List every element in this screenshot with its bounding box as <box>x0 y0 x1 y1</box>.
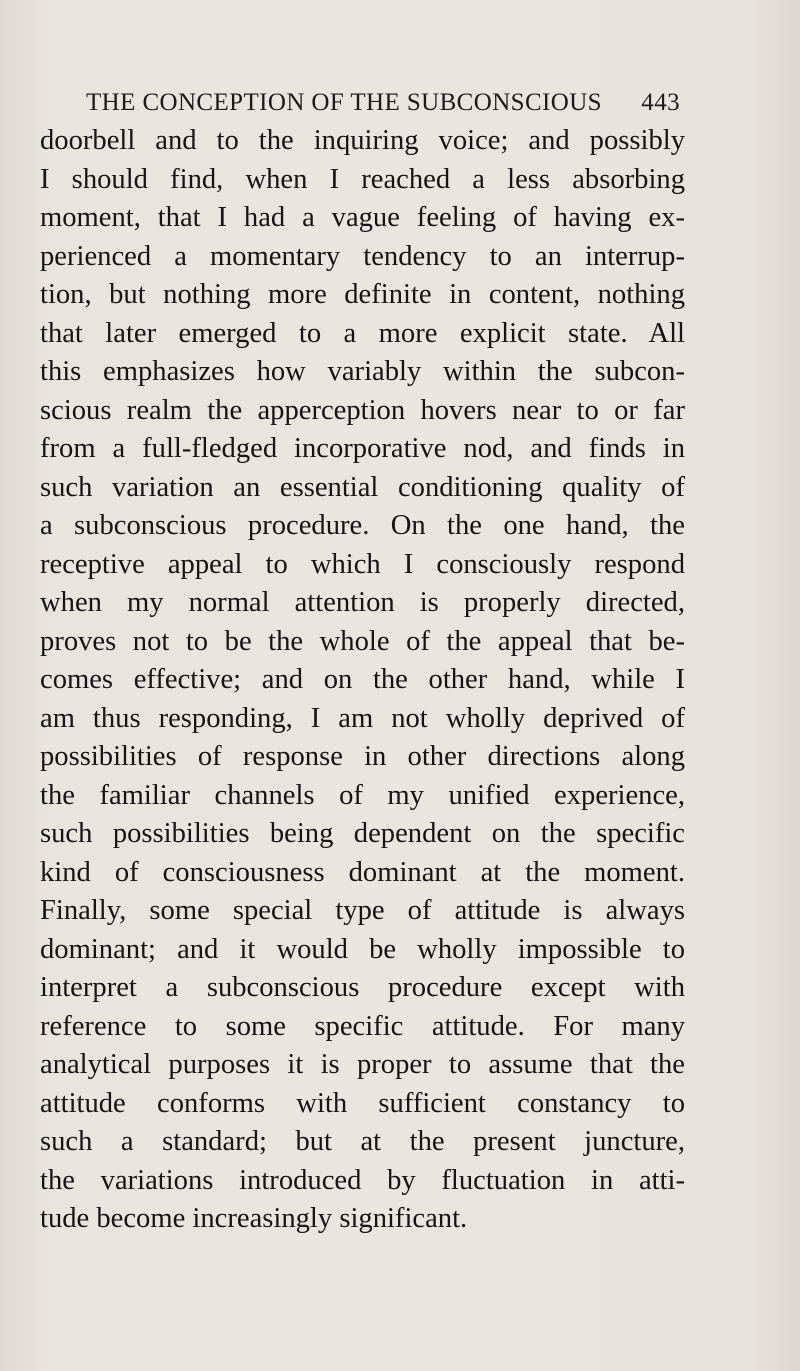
text-line: scious realm the apperception hovers near to or far <box>40 394 685 426</box>
text-line: moment, that I had a vague feeling of having ex- <box>40 202 685 233</box>
text-line: that later emerged to a more explicit state. All <box>40 317 685 349</box>
text-line: interpret a subconscious procedure except with <box>40 972 685 1003</box>
text-line: this emphasizes how variably within the subcon- <box>40 356 685 387</box>
text-line: the familiar channels of my unified experience, <box>40 779 685 811</box>
text-line: proves not to be the whole of the appeal that be- <box>40 625 685 657</box>
text-line: kind of consciousness dominant at the moment. <box>40 856 685 888</box>
text-line: comes effective; and on the other hand, while I <box>40 664 685 695</box>
text-line: I should find, when I reached a less absorbing <box>40 163 685 195</box>
text-line: Finally, some special type of attitude is always <box>40 895 685 926</box>
page-number: 443 <box>641 89 680 116</box>
text-line: attitude conforms with sufficient constancy to <box>40 1087 685 1119</box>
text-line: from a full-fledged incorporative nod, and finds in <box>40 433 685 464</box>
text-line: such possibilities being dependent on the specific <box>40 818 685 849</box>
running-head <box>86 88 680 118</box>
text-line: possibilities of response in other directions along <box>40 741 685 772</box>
text-line: analytical purposes it is proper to assume that the <box>40 1049 685 1080</box>
running-head-title: THE CONCEPTION OF THE SUBCONSCIOUS <box>86 89 602 116</box>
text-line: a subconscious procedure. On the one hand, the <box>40 510 685 541</box>
text-line: dominant; and it would be wholly impossible to <box>40 933 685 965</box>
text-line: am thus responding, I am not wholly deprived of <box>40 702 685 734</box>
text-line: perienced a momentary tendency to an interrup- <box>40 240 685 272</box>
text-line: such variation an essential conditioning quality of <box>40 471 685 503</box>
text-line: tion, but nothing more definite in content, nothing <box>40 279 685 310</box>
text-line: the variations introduced by fluctuation in atti- <box>40 1164 685 1196</box>
text-line: receptive appeal to which I consciously respond <box>40 548 685 580</box>
text-line: reference to some specific attitude. For many <box>40 1010 685 1042</box>
text-line: when my normal attention is properly directed, <box>40 587 685 618</box>
text-line: such a standard; but at the present juncture, <box>40 1126 685 1157</box>
text-line: tude become increasingly significant. <box>40 1203 468 1234</box>
text-line: doorbell and to the inquiring voice; and possibly <box>40 125 685 156</box>
body-text <box>40 122 685 1239</box>
